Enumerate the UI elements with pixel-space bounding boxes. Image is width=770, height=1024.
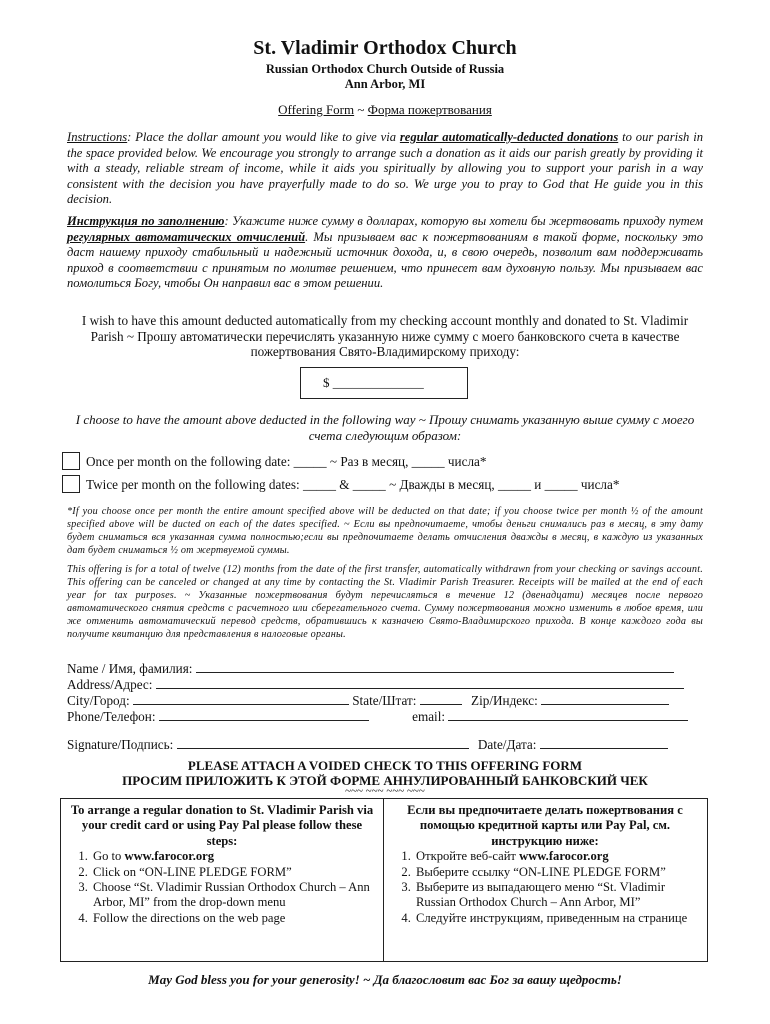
website-link[interactable]: www.farocor.org: [124, 849, 215, 864]
online-ru-step: [414, 880, 698, 911]
form-title-en: Offering Form: [278, 102, 355, 117]
once-per-month-label: Once per month on the following date: _____ ~ Раз в месяц, _____ числа*: [86, 454, 487, 469]
address-input[interactable]: [156, 676, 684, 689]
instructions-emphasis: regular automatically-deducted donations: [399, 130, 619, 144]
state-label: State/Штат:: [352, 693, 417, 708]
signature-row: [67, 736, 703, 753]
online-donation-box: [60, 798, 708, 962]
tilde-divider: ~~~ ~~~ ~~~ ~~~: [345, 785, 425, 797]
attach-check-en: PLEASE ATTACH A VOIDED CHECK TO THIS OFFERING FORM: [187, 758, 583, 773]
zip-input[interactable]: [541, 692, 669, 705]
name-input[interactable]: [196, 660, 674, 673]
instructions-text-2: to our parish in the space provided below. We encourage you strongly to arrange such a donation as it aids our parish greatly by providing it with a steady, reliable stream of income, while it aids you spiritually by allowing you to support your parish in a way consistent with the decision you have prayerfully made to do so. We urge you to pray to God that He guide you in this decision.: [67, 130, 703, 206]
step-text: Откройте веб-сайт: [416, 849, 520, 864]
online-instructions-ru: [384, 799, 706, 961]
email-input[interactable]: [448, 708, 688, 721]
step-text: Следуйте инструкциям, приведенным на странице: [416, 910, 688, 925]
phone-label: Phone/Телефон:: [67, 709, 156, 724]
date-input[interactable]: [540, 736, 668, 749]
city-row: [67, 692, 703, 709]
name-row: [67, 660, 703, 677]
online-en-steps: [61, 849, 383, 926]
step-text: Click on “ON-LINE PLEDGE FORM”: [93, 864, 292, 879]
name-label: Name / Имя, фамилия:: [67, 661, 193, 676]
step-text: Follow the directions on the web page: [93, 910, 286, 925]
address-label: Address/Адрес:: [67, 677, 153, 692]
online-en-step: [91, 865, 375, 880]
zip-label: Zip/Индекс:: [471, 693, 538, 708]
website-link[interactable]: www.farocor.org: [519, 849, 609, 864]
amount-box[interactable]: [300, 367, 468, 399]
online-en-step: [91, 880, 375, 911]
step-text: Choose “St. Vladimir Russian Orthodox Church – Ann Arbor, MI” from the drop-down menu: [93, 880, 370, 910]
twice-per-month-checkbox[interactable]: [62, 475, 80, 493]
step-text: Выберите из выпадающего меню “St. Vladimir Russian Orthodox Church – Ann Arbor, MI”: [416, 880, 666, 910]
deduction-method-text: I choose to have the amount above deducted in the following way ~ Прошу снимать указанную выше сумму с моего счета следующим образом:: [75, 412, 695, 443]
church-location: Ann Arbor, MI: [344, 77, 426, 91]
blessing-line: May God bless you for your generosity! ~ Да благословит вас Бог за вашу щедрость!: [148, 972, 622, 987]
phone-row: [67, 708, 703, 725]
form-title-sep: ~: [354, 102, 368, 117]
form-title: [0, 102, 770, 118]
signature-label: Signature/Подпись:: [67, 737, 174, 752]
step-text: Выберите ссылку “ON-LINE PLEDGE FORM”: [416, 864, 666, 879]
online-ru-step: [414, 865, 698, 880]
instructions-english: [67, 130, 703, 208]
instructions-russian: [67, 214, 703, 292]
instructions-ru-text-1: : Укажите ниже сумму в долларах, которую вы хотели бы жертвовать приходу путем: [224, 214, 703, 228]
date-label: Date/Дата:: [477, 737, 537, 752]
online-ru-steps: [384, 849, 706, 926]
signature-input[interactable]: [177, 736, 469, 749]
twice-per-month-label: Twice per month on the following dates: _____ & _____ ~ Дважды в месяц, _____ и _____ числа*: [86, 477, 620, 492]
amount-field[interactable]: $ ______________: [323, 375, 424, 390]
footnote-text: *If you choose once per month the entire amount specified above will be deducted on that date; if you choose twice per month ½ of the amount specified above will be ducted on each of the dates specified. ~ Если вы предпочитаете, чтобы деньги снимались раз в месяц, в эту дату будет сниматься вся указанная сумма полностью;если вы предпочитаете делать отчисления дважды в месяц, в каждую из указанных дат будет сниматься ½ от жертвуемой суммы.: [67, 506, 703, 556]
online-en-step: [91, 849, 375, 864]
terms-text: This offering is for a total of twelve (12) months from the date of the first transfer, automatically withdrawn from your checking or savings account. This offering can be canceled or changed at any time by contacting the St. Vladimir Parish Treasurer. Receipts will be mailed at the end of each year for tax purposes. ~ Указанные пожертвования будут перечисляться в течение 12 (двенадцати) месяцев после первого автоматического снятия средств с расчетного или сберегательного счета. Сумму пожертвования можно изменить в любое время, или же отменить автоматический перевод средств, обратившись к казначею Свято-Владимирского прихода. В конце каждого года вы получите квитанцию для представления в налоговые органы.: [67, 564, 703, 640]
state-input[interactable]: [420, 692, 462, 705]
wish-statement: I wish to have this amount deducted automatically from my checking account monthly and donated to St. Vladimir Parish ~ Прошу автоматически перечислять указанную ниже сумму с моего банковского счета в качестве пожертвования Свято-Владимирскому приходу:: [81, 313, 689, 359]
online-ru-step: [414, 849, 698, 864]
email-label: email:: [412, 709, 446, 724]
instructions-ru-text-2: . Мы призываем вас к пожертвованиям в такой форме, поскольку это даст нашему приходу стабильный и надежный источник дохода, и, в свою очередь, позволит вам поддерживать приход в соответствии с принятым по молитве решением, что принесет вам духовную пользу. Мы призываем вас помолиться Богу, чтобы Он направил вас в этом решении.: [67, 229, 703, 290]
once-per-month-checkbox[interactable]: [62, 452, 80, 470]
online-instructions-en: [61, 799, 384, 961]
online-ru-step: [414, 911, 698, 926]
online-en-heading: To arrange a regular donation to St. Vladimir Parish via your credit card or using Pay Pal please follow these steps:: [70, 803, 374, 848]
address-row: [67, 676, 703, 693]
instructions-ru-label: Инструкция по заполнению: [67, 214, 225, 228]
step-text: Go to: [93, 849, 125, 864]
city-label: City/Город:: [67, 693, 130, 708]
church-subtitle: Russian Orthodox Church Outside of Russia: [265, 62, 505, 76]
form-title-ru: Форма пожертвования: [367, 102, 492, 117]
attach-check-ru: ПРОСИМ ПРИЛОЖИТЬ К ЭТОЙ ФОРМЕ АННУЛИРОВАННЫЙ БАНКОВСКИЙ ЧЕК: [122, 773, 648, 788]
instructions-text-1: : Place the dollar amount you would like to give via: [127, 130, 400, 144]
church-title: St. Vladimir Orthodox Church: [253, 37, 517, 59]
instructions-label: Instructions: [67, 130, 128, 144]
city-input[interactable]: [133, 692, 349, 705]
online-en-step: [91, 911, 375, 926]
online-ru-heading: Если вы предпочитаете делать пожертвования с помощью кредитной карты или Pay Pal, см. инструкцию ниже:: [407, 803, 683, 848]
phone-input[interactable]: [159, 708, 369, 721]
instructions-ru-emphasis: регулярных автоматических отчислений: [67, 229, 306, 244]
